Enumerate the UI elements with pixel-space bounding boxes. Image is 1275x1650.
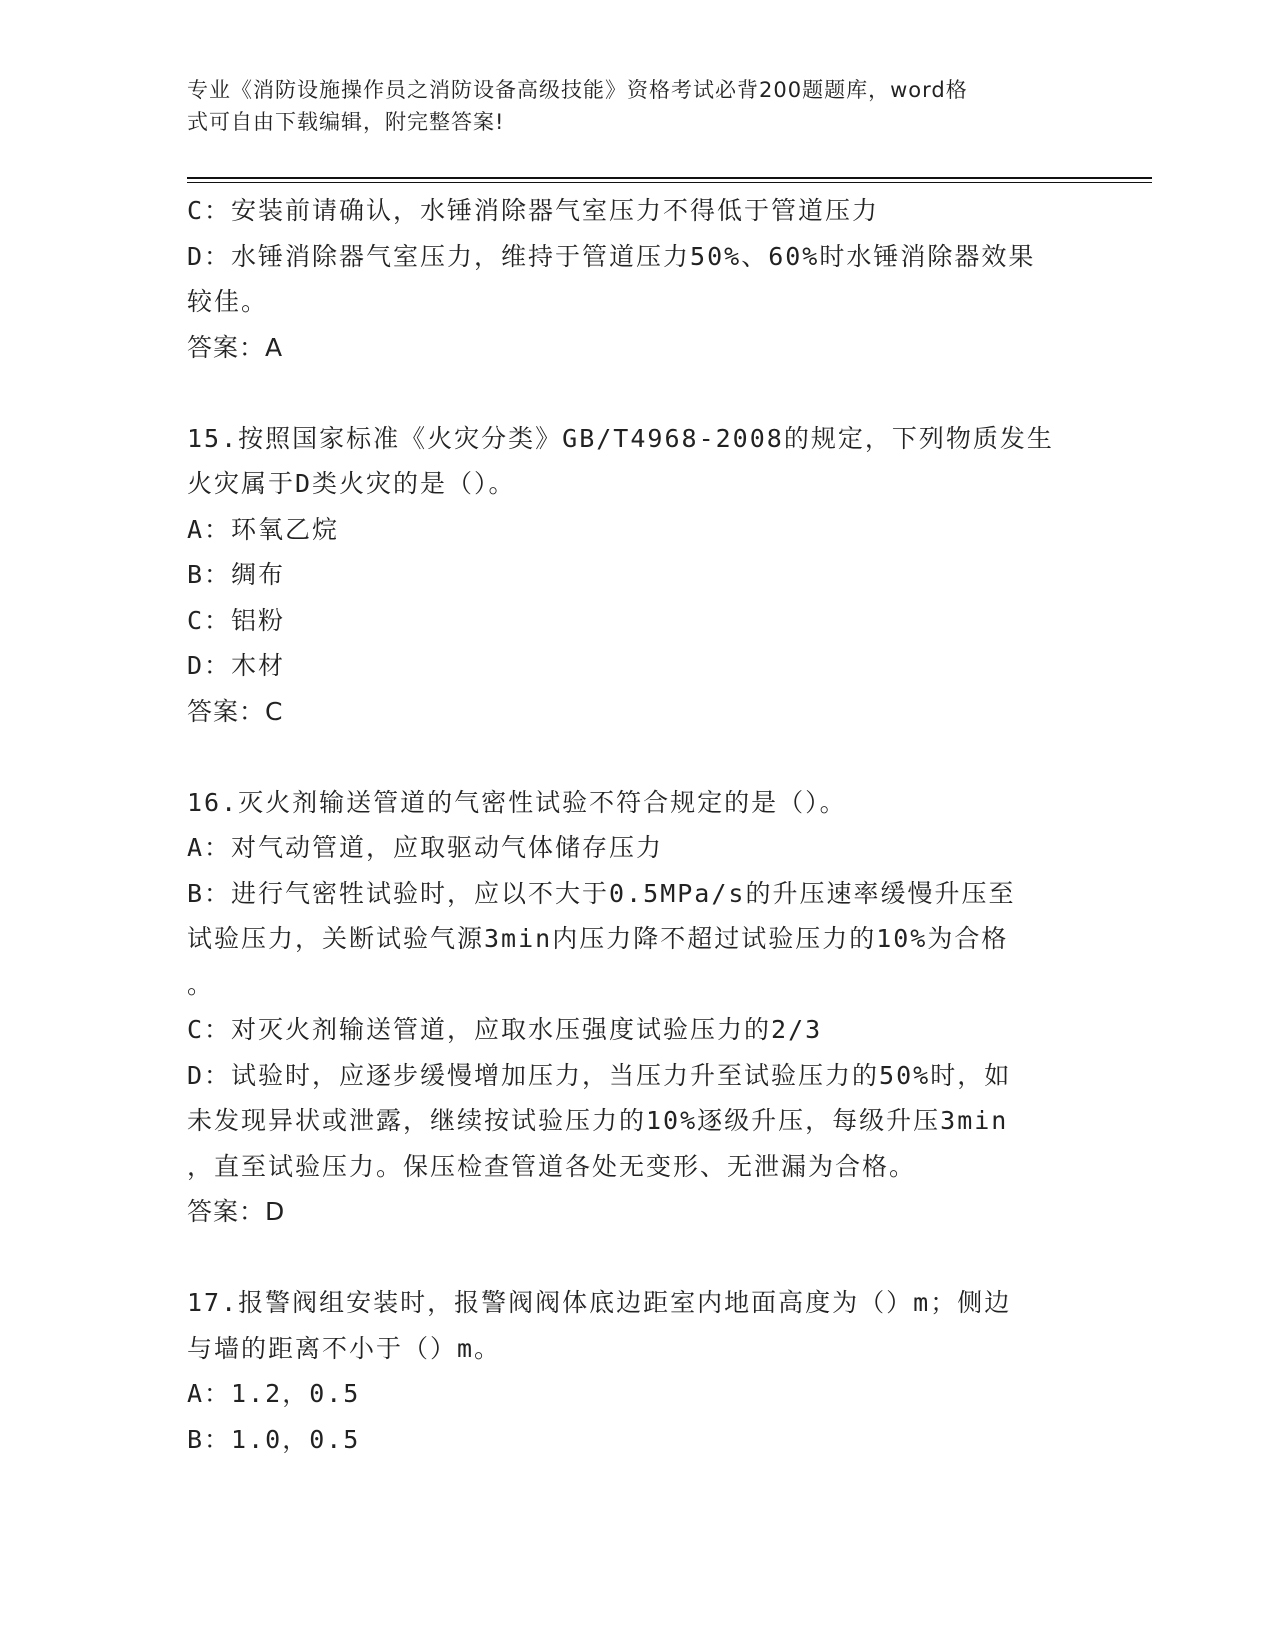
q16-option-d-line-1: D：试验时，应逐步缓慢增加压力，当压力升至试验压力的50%时，如: [187, 1060, 1012, 1090]
q16-option-b-line-1: B：进行气密牲试验时，应以不大于0.5MPa/s的升压速率缓慢升压至: [187, 878, 1016, 908]
spacer: [187, 1235, 1087, 1281]
q15-option-d: D：木材: [187, 651, 286, 680]
spacer: [187, 370, 1087, 416]
q15-stem-line-2: 火灾属于D类火灾的是（）。: [187, 469, 516, 498]
prev-option-d-line-1: D：水锤消除器气室压力，维持于管道压力50%、60%时水锤消除器效果: [187, 241, 1036, 271]
q16-answer: 答案：D: [187, 1197, 286, 1226]
q17-stem-line-2: 与墙的距离不小于（）m。: [187, 1333, 502, 1363]
question-content: [187, 188, 1087, 1462]
q15-option-a: A：环氧乙烷: [187, 514, 340, 544]
prev-option-c: C：安装前请确认，水锤消除器气室压力不得低于管道压力: [187, 196, 880, 225]
q16-option-b-line-3: 。: [187, 969, 215, 999]
spacer: [187, 734, 1087, 780]
q17-option-b: B：1.0，0.5: [187, 1424, 361, 1454]
q15-stem-line-1: 15.按照国家标准《火灾分类》GB/T4968-2008的规定，下列物质发生: [187, 423, 1054, 453]
q16-option-d-line-3: ，直至试验压力。保压检查管道各处无变形、无泄漏为合格。: [187, 1151, 917, 1181]
header-divider-thick: [187, 177, 1152, 179]
q16-option-b-line-2: 试验压力，关断试验气源3min内压力降不超过试验压力的10%为合格: [187, 924, 1009, 953]
q15-option-c: C：铝粉: [187, 605, 286, 635]
q17-stem-line-1: 17.报警阀组安装时，报警阀阀体底边距室内地面高度为（）m；侧边: [187, 1288, 1012, 1317]
q15-option-b: B：绸布: [187, 560, 286, 589]
header-divider-thin: [187, 182, 1152, 183]
prev-option-d-line-2: 较佳。: [187, 287, 269, 316]
q16-option-c: C：对灭火剂输送管道，应取水压强度试验压力的2/3: [187, 1015, 823, 1044]
q17-option-a: A：1.2，0.5: [187, 1379, 361, 1408]
q16-option-a: A：对气动管道，应取驱动气体储存压力: [187, 833, 664, 862]
header-line-1: 专业《消防设施操作员之消防设备高级技能》资格考试必背200题题库，word格: [187, 78, 968, 102]
prev-answer: 答案：A: [187, 332, 284, 362]
q15-answer: 答案：C: [187, 696, 284, 726]
q16-option-d-line-2: 未发现异状或泄露，继续按试验压力的10%逐级升压，每级升压3min: [187, 1106, 1009, 1135]
header-line-2: 式可自由下载编辑，附完整答案!: [187, 110, 505, 134]
document-header: [187, 74, 1067, 138]
q16-stem: 16.灭火剂输送管道的气密性试验不符合规定的是（）。: [187, 787, 847, 817]
